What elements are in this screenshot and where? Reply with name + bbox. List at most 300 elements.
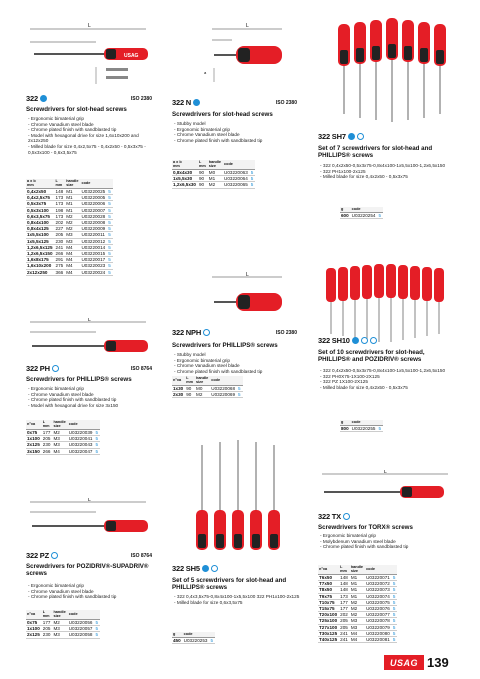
table-cell: 90 xyxy=(198,182,208,188)
table-cell: 0,4x2,5x75 xyxy=(26,195,55,201)
table-cell: 0x75 xyxy=(26,430,42,436)
table-cell: U03220071 xyxy=(366,575,390,580)
bullet-item: - Ergonomic bimaterial grip xyxy=(28,116,158,122)
table-row xyxy=(26,251,113,257)
table-cell: 177 xyxy=(340,606,348,612)
table-cell: M1 xyxy=(350,581,365,587)
iso-322ph: ISO 8764 xyxy=(130,366,152,372)
table-322sh10 xyxy=(340,420,450,432)
bullet-item: - Chrome plated finish with sandblasted tip xyxy=(28,594,158,600)
qty-marker: 5 xyxy=(108,244,111,250)
qty-marker: 5 xyxy=(392,606,396,612)
section-code-322sh10: 322 SH10 xyxy=(318,336,377,345)
table-row xyxy=(26,220,113,226)
table-cell: M0 xyxy=(195,386,210,392)
table-cell: 0x75 xyxy=(26,620,42,626)
bullet-item: - Chrome Vanadium steel blade xyxy=(28,122,158,128)
column-header: L mm xyxy=(42,610,53,620)
set-322sh10-image xyxy=(318,264,454,344)
phillips-icon-sh7 xyxy=(357,133,364,140)
column-header: g xyxy=(340,420,351,426)
spec-table xyxy=(26,420,100,455)
table-cell: M1 xyxy=(65,207,80,213)
bullet-item: - Chrome plated finish with sandblasted tip xyxy=(174,138,304,144)
table-cell: U03220065 xyxy=(224,182,248,188)
table-cell: T9x75 xyxy=(318,593,339,599)
qty-marker: 5 xyxy=(108,232,111,238)
qty-marker: 5 xyxy=(392,587,396,593)
column-header: L mm xyxy=(186,376,193,384)
table-cell: U03220012 xyxy=(81,238,106,244)
table-cell: T20x100 xyxy=(319,612,338,618)
table-cell: M4 xyxy=(65,263,80,269)
table-cell: 148 xyxy=(340,587,348,593)
title-322sh7: Set of 7 screwdrivers for slot-head and PHILLIPS® screws xyxy=(318,145,433,159)
table-cell: T7x50 xyxy=(318,581,339,587)
table-row xyxy=(26,201,113,207)
table-cell: U03220005 xyxy=(81,195,106,201)
bullet-item: - Model with hexagonal drive for size 1,6x10x200 and 2x12x250 xyxy=(28,133,158,144)
table-cell: T40x125 xyxy=(319,637,338,643)
column-header: handle size xyxy=(196,376,209,384)
table-cell: U03220078 xyxy=(366,618,390,624)
table-cell: 205 xyxy=(340,618,348,624)
table-cell: 241 xyxy=(55,244,64,250)
table-cell: U03220006 xyxy=(81,201,106,207)
bullet-item: - Model with hexagonal drive for size 3x150 xyxy=(28,403,158,409)
table-cell: 0,8x4x100 xyxy=(26,220,55,226)
table-cell: 291 xyxy=(55,257,64,263)
table-cell: T25x100 xyxy=(319,618,338,624)
table-322tx xyxy=(318,565,458,643)
bullet-item: - Milled blade for size 0,4x2x50 - 0,5x3x75 xyxy=(320,385,460,391)
table-cell: 173 xyxy=(55,195,64,201)
table-cell: U03220023 xyxy=(81,263,106,269)
qty-marker: 5 xyxy=(392,637,396,643)
table-cell: U03220073 xyxy=(366,587,390,593)
table-cell: 148 xyxy=(340,581,348,587)
table-cell: 230 xyxy=(42,442,51,448)
bullet-item: - Chrome plated finish with sandblasted tip xyxy=(28,127,158,133)
bullet-item: - Chrome Vanadium steel blade xyxy=(28,589,158,595)
column-header: g xyxy=(340,207,351,213)
table-cell: U03220014 xyxy=(81,244,106,250)
table-cell: U03220025 xyxy=(81,189,106,194)
bullets-322ph xyxy=(28,386,158,408)
qty-marker: 5 xyxy=(108,263,111,269)
table-cell: 1x5,5x125 xyxy=(26,238,55,244)
column-header: code xyxy=(223,160,250,170)
table-row xyxy=(26,213,113,219)
qty-marker: 5 xyxy=(95,626,99,632)
table-cell: 0,4x2x50 xyxy=(26,189,55,195)
bullets-322 xyxy=(28,116,158,155)
table-cell: U03220072 xyxy=(366,581,390,587)
bullet-item: - Ergonomic bimaterial grip xyxy=(174,358,304,364)
dim-a-n: a xyxy=(204,70,207,75)
bullet-item: - 322 PH0X75-1X100-2X125 xyxy=(320,374,460,380)
column-header: L mm xyxy=(339,565,350,575)
bullet-item: - Milled blade for size 0,6x3,5x75 xyxy=(174,600,309,606)
table-row xyxy=(26,207,113,213)
table-cell: U03220068 xyxy=(211,386,236,391)
table-cell: M3 xyxy=(52,436,67,442)
table-cell: 366 xyxy=(55,269,64,275)
column-header: a x b mm xyxy=(26,179,55,189)
column-header: handle size xyxy=(53,420,66,428)
table-cell: 205 xyxy=(42,436,51,442)
table-cell: M3 xyxy=(52,442,67,448)
bullet-item: - Chrome plated finish with sandblasted tip xyxy=(28,397,158,403)
table-cell: T30x125 xyxy=(319,630,338,636)
qty-marker: 5 xyxy=(238,392,241,398)
bullet-item: - Stubby model xyxy=(174,121,304,127)
table-cell: 1,2x6,5x30 xyxy=(173,182,196,188)
table-322 xyxy=(26,179,156,276)
column-header: code xyxy=(68,420,95,430)
qty-marker: 5 xyxy=(95,632,99,638)
section-code-322sh5: 322 SH5 xyxy=(172,564,218,573)
bullet-item: - Milled blade for size 0,4x2x50 - 0,5x3x75 xyxy=(320,174,460,180)
table-cell: T6x50 xyxy=(318,575,339,581)
bullet-item: - 322 0,4x3,5x75-0,8x4x100-1x5,5x100 322 PH1x100-2x125 xyxy=(174,594,309,600)
table-cell: U03220041 xyxy=(68,436,93,442)
table-cell: M2 xyxy=(350,599,365,605)
qty-marker: 5 xyxy=(378,426,381,431)
bullet-item: - Ergonomic bimaterial grip xyxy=(28,386,158,392)
qty-marker: 5 xyxy=(108,257,111,263)
qty-marker: 5 xyxy=(95,442,99,448)
phillips-icon-nph xyxy=(203,329,210,336)
table-cell: 2x12x250 xyxy=(26,269,55,275)
section-code-322nph: 322 NPH xyxy=(172,328,210,337)
table-row xyxy=(26,244,113,250)
qty-marker: 5 xyxy=(250,182,254,188)
spec-table xyxy=(172,376,243,398)
table-cell: M1 xyxy=(350,587,365,593)
table-cell: 800 xyxy=(341,426,349,431)
qty-marker: 5 xyxy=(108,251,111,257)
table-cell: 241 xyxy=(340,630,348,636)
table-cell: 3x150 xyxy=(27,448,40,454)
slot-icon xyxy=(40,95,47,102)
qty-marker: 5 xyxy=(108,226,111,232)
qty-marker: 5 xyxy=(108,213,111,219)
qty-marker: 5 xyxy=(108,220,111,226)
table-cell: 0,5x3x75 xyxy=(26,201,55,207)
table-cell: 148 xyxy=(55,189,64,194)
spec-table xyxy=(340,207,383,219)
slot-icon-sh5 xyxy=(202,565,209,572)
table-cell: U03220024 xyxy=(81,269,106,275)
dim-L-ph: L xyxy=(88,318,91,323)
table-cell: M4 xyxy=(52,448,67,454)
table-cell: U03220254 xyxy=(351,213,376,218)
table-322ph xyxy=(26,420,156,455)
qty-marker: 5 xyxy=(250,170,254,175)
table-cell: 1x100 xyxy=(27,436,40,442)
bullet-item: - 322 PH1x100-2x125 xyxy=(320,169,460,175)
table-row xyxy=(26,195,113,201)
table-cell: 227 xyxy=(55,226,64,232)
qty-marker: 5 xyxy=(108,269,111,275)
bullets-322sh10 xyxy=(320,368,460,390)
table-cell: M1 xyxy=(350,593,365,599)
table-cell: U03220064 xyxy=(224,176,248,182)
bullets-322n xyxy=(174,121,304,143)
set-322sh5-image xyxy=(172,440,302,560)
column-header: L mm xyxy=(199,160,206,168)
table-cell: 173 xyxy=(55,201,64,207)
table-cell: M2 xyxy=(52,620,67,626)
column-header: handle size xyxy=(208,160,222,168)
table-322sh5 xyxy=(172,632,307,644)
table-cell: 173 xyxy=(55,213,64,219)
table-cell: M3 xyxy=(350,624,365,630)
table-row xyxy=(26,226,113,232)
table-cell: U03220007 xyxy=(81,207,106,213)
bullet-item: - Ergonomic bimaterial grip xyxy=(28,583,158,589)
table-cell: 177 xyxy=(340,599,348,605)
qty-marker: 5 xyxy=(95,620,99,625)
table-322n xyxy=(172,160,302,189)
table-cell: 90 xyxy=(198,176,208,182)
table-cell: U03220255 xyxy=(351,426,376,431)
table-cell: M2 xyxy=(52,430,67,436)
table-cell: 1,6x10x200 xyxy=(26,263,55,269)
pozidriv-icon-sh10 xyxy=(370,337,377,344)
table-cell: 2x125 xyxy=(27,632,40,638)
table-row xyxy=(26,189,113,195)
table-cell: 0,5x3x100 xyxy=(26,207,55,213)
qty-marker: 5 xyxy=(108,189,111,194)
column-header: handle size xyxy=(66,179,79,187)
table-cell: 205 xyxy=(340,624,348,630)
table-cell: M3 xyxy=(65,238,80,244)
table-cell: M2 xyxy=(350,606,365,612)
column-header: code xyxy=(351,207,378,213)
qty-marker: 5 xyxy=(378,213,381,218)
table-cell: 266 xyxy=(42,448,51,454)
screwdriver-322-drawing xyxy=(26,22,152,92)
table-cell: 198 xyxy=(55,207,64,213)
column-header: code xyxy=(365,565,392,575)
section-code-322: 322 xyxy=(26,94,47,103)
slot-icon-sh7 xyxy=(348,133,355,140)
column-header: code xyxy=(80,179,107,189)
table-322sh7 xyxy=(340,207,450,219)
table-cell: M4 xyxy=(65,244,80,250)
table-cell: M3 xyxy=(65,232,80,238)
dim-L-n: L xyxy=(246,23,249,29)
table-cell: 1x5,5x30 xyxy=(172,176,198,182)
phillips-icon-sh5 xyxy=(211,565,218,572)
bullets-322nph xyxy=(174,352,304,374)
table-cell: U03220069 xyxy=(211,392,236,398)
qty-marker: 5 xyxy=(392,581,396,587)
bullet-item: - Chrome Vanadium steel blade xyxy=(28,392,158,398)
table-row xyxy=(26,257,113,263)
table-row xyxy=(172,176,255,182)
table-cell: 0,8x4x125 xyxy=(26,226,55,232)
table-cell: U03220057 xyxy=(68,626,93,632)
table-cell: U03220079 xyxy=(366,624,390,630)
spec-table xyxy=(26,179,113,276)
spec-table xyxy=(26,610,100,639)
bullets-322tx xyxy=(320,533,460,550)
table-cell: U03220075 xyxy=(366,599,390,605)
table-cell: U03220009 xyxy=(81,226,106,232)
qty-marker: 5 xyxy=(95,436,99,442)
table-cell: M2 xyxy=(208,182,223,188)
table-cell: 600 xyxy=(341,213,349,218)
qty-marker: 5 xyxy=(392,618,396,624)
bullet-item: - Chrome plated finish with sandblasted tip xyxy=(174,369,304,375)
section-code-322pz: 322 PZ xyxy=(26,551,58,560)
table-cell: 0,6x3,5x75 xyxy=(26,213,55,219)
column-header: L mm xyxy=(42,420,53,430)
qty-marker: 5 xyxy=(108,195,111,201)
handle-logo: USAG xyxy=(124,53,139,59)
bullets-322sh5 xyxy=(174,594,309,605)
qty-marker: 5 xyxy=(392,630,396,636)
table-cell: M4 xyxy=(65,251,80,257)
table-cell: 241 xyxy=(340,637,348,643)
spec-table xyxy=(172,632,215,644)
table-cell: 148 xyxy=(340,575,348,580)
dim-L-pz: L xyxy=(88,498,91,503)
bullet-item: - Chrome plated finish with sandblasted tip xyxy=(320,544,460,550)
table-cell: 1x5,5x100 xyxy=(26,232,55,238)
table-cell: 2x30 xyxy=(173,392,184,398)
table-322pz xyxy=(26,610,156,639)
bullets-322pz xyxy=(28,583,158,600)
qty-marker: 5 xyxy=(392,593,396,599)
column-header: g xyxy=(172,632,183,638)
phillips-icon xyxy=(52,365,59,372)
title-322sh5: Set of 5 screwdrivers for slot-head and PHILLIPS® screws xyxy=(172,577,287,591)
bullet-item: - 322 PZ 1X100-2X125 xyxy=(320,379,460,385)
screwdriver-322n-drawing xyxy=(172,22,298,92)
qty-marker: 5 xyxy=(238,386,241,391)
table-cell: U03220008 xyxy=(81,220,106,226)
table-cell: M2 xyxy=(195,392,210,398)
title-322sh10: Set of 10 screwdrivers for slot-head, PHILLIPS® and POZIDRIV® screws xyxy=(318,349,425,363)
title-322n: Screwdrivers for slot-head screws xyxy=(172,111,273,118)
column-header: handle size xyxy=(350,565,364,573)
table-row xyxy=(172,638,215,644)
title-322ph: Screwdrivers for PHILLIPS® screws xyxy=(26,376,132,383)
table-cell: M1 xyxy=(208,176,223,182)
table-row xyxy=(26,263,113,269)
table-cell: 205 xyxy=(55,232,64,238)
table-cell: T10x75 xyxy=(318,599,339,605)
table-cell: M4 xyxy=(350,630,365,636)
table-row xyxy=(26,269,113,275)
table-cell: U03220015 xyxy=(81,251,106,257)
table-cell: U03220028 xyxy=(81,213,106,219)
column-header: n°xa xyxy=(26,420,42,430)
page-footer xyxy=(384,655,464,670)
brand-logo: USAG xyxy=(384,655,424,670)
torx-icon xyxy=(343,513,350,520)
column-header: a x b mm xyxy=(172,160,198,170)
section-code-322ph: 322 PH xyxy=(26,364,59,373)
table-cell: T8x50 xyxy=(318,587,339,593)
qty-marker: 5 xyxy=(392,575,396,580)
table-cell: U03220063 xyxy=(224,170,248,175)
table-cell: M2 xyxy=(350,612,365,618)
bullet-item: - Ergonomic bimaterial grip xyxy=(320,533,460,539)
title-322: Screwdrivers for slot-head screws xyxy=(26,106,127,113)
column-header: n°xa xyxy=(318,565,339,575)
spec-table xyxy=(318,565,397,643)
bullet-item: - Stubby model xyxy=(174,352,304,358)
table-cell: 275 xyxy=(55,263,64,269)
table-cell: U03220080 xyxy=(366,630,390,636)
table-cell: 205 xyxy=(42,626,51,632)
table-cell: U03220058 xyxy=(68,632,93,638)
qty-marker: 5 xyxy=(250,176,254,182)
table-cell: M1 xyxy=(65,195,80,201)
section-code-322n: 322 N xyxy=(172,98,200,107)
table-cell: U03220081 xyxy=(366,637,390,643)
table-cell: 1,2x6,5x125 xyxy=(27,244,53,250)
qty-marker: 5 xyxy=(108,201,111,207)
column-header: code xyxy=(183,632,210,638)
slot-icon-n xyxy=(193,99,200,106)
table-row xyxy=(172,170,255,176)
table-row xyxy=(340,426,383,432)
qty-marker: 5 xyxy=(95,430,99,435)
table-row xyxy=(26,232,113,238)
table-cell: M0 xyxy=(208,170,223,176)
column-header: L mm xyxy=(55,179,66,189)
qty-marker: 5 xyxy=(392,624,396,630)
qty-marker: 5 xyxy=(392,612,396,618)
table-cell: 1x30 xyxy=(173,386,184,391)
table-cell: 90 xyxy=(185,392,195,398)
table-cell: T15x75 xyxy=(318,606,339,612)
qty-marker: 5 xyxy=(392,599,396,605)
table-cell: U03220043 xyxy=(68,442,93,448)
iso-322: ISO 2380 xyxy=(130,96,152,102)
table-cell: 1x100 xyxy=(27,626,40,632)
table-cell: 0,8x4x30 xyxy=(172,170,198,176)
table-cell: 266 xyxy=(55,251,64,257)
table-cell: M2 xyxy=(65,220,80,226)
title-322pz: Screwdrivers for POZIDRIV®-SUPADRIV® screws xyxy=(26,563,149,577)
qty-marker: 5 xyxy=(95,448,99,454)
title-322tx: Screwdrivers for TORX® screws xyxy=(318,524,413,531)
iso-322n: ISO 2380 xyxy=(275,100,297,106)
table-cell: M4 xyxy=(65,257,80,263)
table-cell: 230 xyxy=(42,632,51,638)
table-cell: U03220074 xyxy=(366,593,390,599)
dim-L: L xyxy=(88,23,91,29)
dim-L-nph: L xyxy=(246,272,249,278)
bullets-322sh7 xyxy=(320,163,460,180)
table-row xyxy=(340,213,383,219)
table-cell: 90 xyxy=(198,170,208,176)
table-cell: 173 xyxy=(340,593,348,599)
table-row xyxy=(318,637,397,643)
qty-marker: 5 xyxy=(210,638,213,643)
table-cell: U03220039 xyxy=(68,430,93,435)
qty-marker: 5 xyxy=(108,207,111,213)
table-cell: M1 xyxy=(65,201,80,207)
table-cell: M2 xyxy=(65,213,80,219)
